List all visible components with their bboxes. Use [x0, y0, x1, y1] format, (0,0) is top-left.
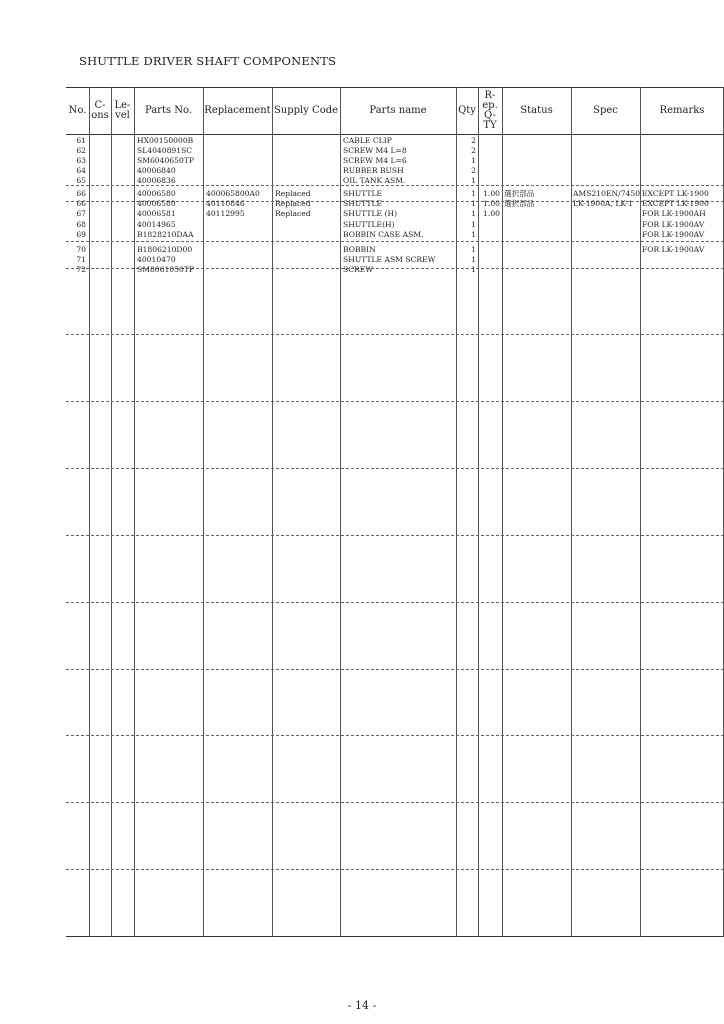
header-rep-qty-line4: TY	[483, 119, 497, 131]
header-remarks: Remarks	[659, 104, 705, 116]
page-title: SHUTTLE DRIVER SHAFT COMPONENTS	[79, 54, 337, 68]
cell-no: 63	[76, 156, 86, 165]
table-row	[66, 146, 724, 156]
cell-parts-name: BOBBIN	[343, 245, 376, 254]
cell-qty: 1	[471, 199, 476, 208]
table-row	[66, 245, 724, 255]
header-no: No.	[68, 104, 87, 116]
cell-replacement: 40112995	[206, 209, 245, 218]
cell-parts-no: 40010470	[137, 255, 176, 264]
cell-supply-code: Replaced	[275, 189, 311, 198]
cell-no: 61	[76, 136, 86, 145]
cell-parts-no: SM8061050TP	[137, 265, 194, 274]
table-row	[66, 166, 724, 176]
cell-remarks: FOR LK-1900AH	[642, 209, 706, 218]
cell-parts-no: SL4040891SC	[137, 146, 193, 155]
group-separator	[66, 802, 724, 803]
cell-spec: AMS210EN/7450	[573, 189, 640, 198]
parts-table	[66, 87, 724, 938]
header-status: Status	[520, 104, 553, 116]
cell-no: 69	[76, 230, 86, 239]
group-separator	[66, 869, 724, 870]
cell-parts-no: 40006580	[137, 189, 176, 198]
header-cons-line1: C-	[94, 99, 106, 111]
cell-replacement: 40110846	[206, 199, 245, 208]
header-rep-qty	[478, 87, 502, 134]
cell-no: 72	[76, 265, 86, 274]
table-row	[66, 220, 724, 230]
header-rep-qty-line3: Q-	[484, 109, 496, 121]
cell-no: 67	[76, 209, 86, 218]
header-level	[111, 87, 134, 134]
cell-rep-qty: 1.00	[483, 199, 500, 208]
cell-qty: 2	[471, 136, 476, 145]
table-row	[66, 265, 724, 275]
group-separator	[66, 669, 724, 670]
cell-qty: 1	[471, 265, 476, 274]
cell-replacement: 400065800A0	[206, 189, 260, 198]
cell-parts-no: SM6040650TP	[137, 156, 194, 165]
cell-parts-name: SCREW M4 L=8	[343, 146, 407, 155]
table-row	[66, 136, 724, 146]
cell-parts-name: CABLE CLIP	[343, 136, 392, 145]
cell-parts-name: SHUTTLE	[343, 199, 383, 208]
cell-remarks: FOR LK-1900AV	[642, 220, 705, 229]
cell-qty: 1	[471, 220, 476, 229]
cell-parts-name: OIL TANK ASM.	[343, 176, 406, 185]
cell-status: 選択部品	[504, 199, 535, 208]
group-separator	[66, 535, 724, 536]
cell-spec: LK-1900A, LK-1	[573, 199, 633, 208]
group-separator	[66, 401, 724, 402]
cell-no: 70	[76, 245, 86, 254]
table-bottom-rule	[66, 936, 724, 937]
header-level-line1: Le-	[114, 99, 131, 111]
cell-parts-no: 40006836	[137, 176, 176, 185]
cell-qty: 1	[471, 176, 476, 185]
cell-qty: 2	[471, 146, 476, 155]
cell-remarks: EXCEPT LK-1900	[642, 199, 709, 208]
cell-no: 62	[76, 146, 86, 155]
group-separator	[66, 468, 724, 469]
table-row	[66, 209, 724, 219]
header-spec: Spec	[593, 104, 618, 116]
cell-no: 71	[76, 255, 86, 264]
cell-parts-name: SHUTTLE(H)	[343, 220, 395, 229]
header-rep-qty-line2: ep.	[482, 99, 498, 111]
cell-no: 66	[76, 199, 86, 208]
cell-qty: 2	[471, 166, 476, 175]
header-parts-name: Parts name	[369, 104, 427, 116]
cell-parts-no: B1828210DAA	[137, 230, 194, 239]
cell-rep-qty: 1.00	[483, 209, 500, 218]
cell-qty: 1	[471, 156, 476, 165]
table-row	[66, 199, 724, 209]
cell-parts-name: SHUTTLE ASM SCREW	[343, 255, 436, 264]
cell-parts-no: 40006840	[137, 166, 176, 175]
page-number: - 14 -	[347, 999, 377, 1012]
cell-no: 65	[76, 176, 86, 185]
cell-parts-name: SCREW M4 L=6	[343, 156, 407, 165]
cell-parts-no: 40006581	[137, 209, 176, 218]
table-row	[66, 255, 724, 265]
cell-parts-name: SHUTTLE (H)	[343, 209, 398, 218]
header-cons	[89, 87, 111, 134]
row-group-separator	[66, 241, 724, 242]
cell-remarks: FOR LK-1900AV	[642, 230, 705, 239]
table-row	[66, 156, 724, 166]
cell-supply-code: Replaced	[275, 209, 311, 218]
cell-rep-qty: 1.00	[483, 189, 500, 198]
header-qty: Qty	[458, 104, 476, 116]
cell-no: 64	[76, 166, 86, 175]
cell-parts-name: RUBBER BUSH	[343, 166, 404, 175]
cell-parts-no: 40006580	[137, 199, 176, 208]
row-group-separator	[66, 185, 724, 186]
cell-parts-no: HX00150000B	[137, 136, 194, 145]
table-row	[66, 189, 724, 199]
header-rep-qty-line1: R-	[484, 89, 496, 101]
header-parts-no: Parts No.	[144, 104, 193, 116]
cell-parts-name: BOBBIN CASE ASM.	[343, 230, 424, 239]
group-separator	[66, 602, 724, 603]
cell-parts-no: 40014965	[137, 220, 176, 229]
cell-qty: 1	[471, 209, 476, 218]
cell-qty: 1	[471, 245, 476, 254]
table-row	[66, 230, 724, 240]
header-replacement: Replacement	[204, 104, 271, 116]
header-cons-line2: ons	[91, 109, 109, 121]
group-separator	[66, 735, 724, 736]
cell-remarks: FOR LK-1900AV	[642, 245, 705, 254]
header-supply-code: Supply Code	[273, 104, 339, 116]
cell-supply-code: Replaced	[275, 199, 311, 208]
cell-parts-name: SCREW	[343, 265, 374, 274]
header-bottom-rule	[66, 134, 724, 135]
cell-no: 66	[76, 189, 86, 198]
cell-parts-name: SHUTTLE	[343, 189, 383, 198]
group-separator	[66, 334, 724, 335]
cell-qty: 1	[471, 230, 476, 239]
cell-status: 選択部品	[504, 189, 535, 198]
header-level-line2: vel	[115, 109, 130, 121]
cell-qty: 1	[471, 189, 476, 198]
cell-remarks: EXCEPT LK-1900	[642, 189, 709, 198]
cell-parts-no: B1806210D00	[137, 245, 193, 254]
cell-qty: 1	[471, 255, 476, 264]
cell-no: 68	[76, 220, 86, 229]
